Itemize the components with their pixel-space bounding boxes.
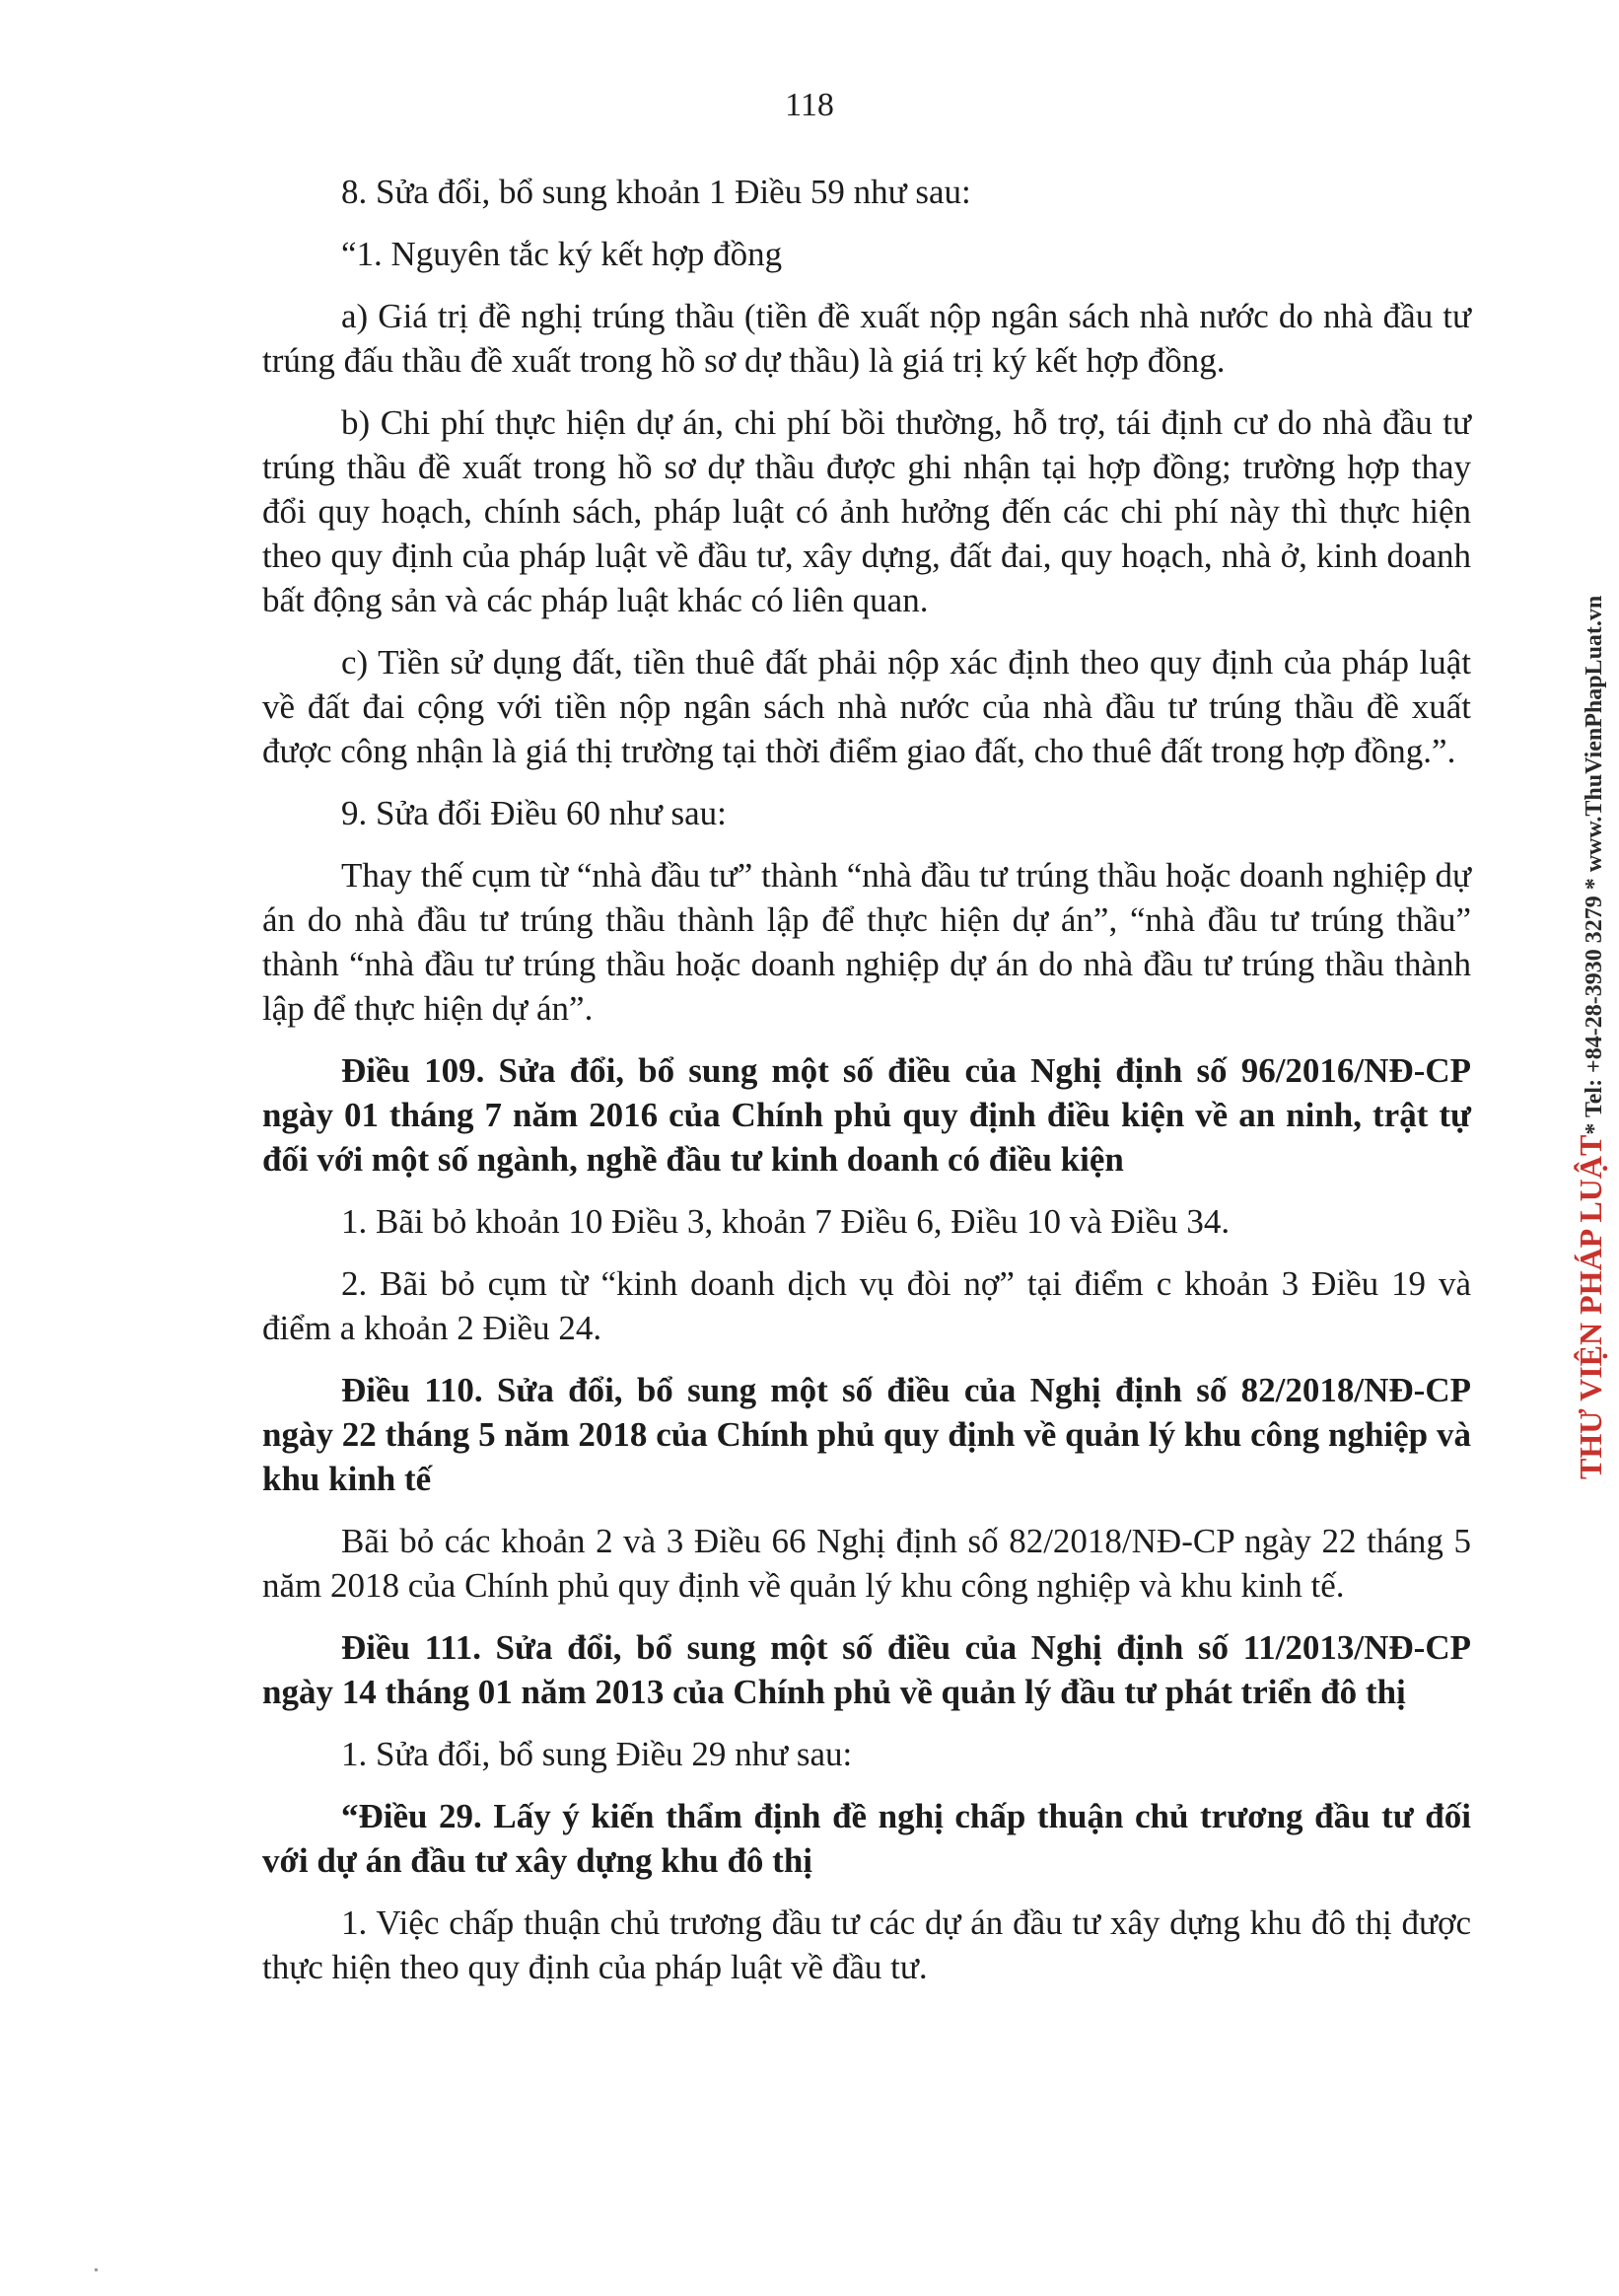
paragraph: 2. Bãi bỏ cụm từ “kinh doanh dịch vụ đòi nợ” tại điểm c khoản 3 Điều 19 và điểm a khoản 2 Điều 24. <box>262 1264 1471 1347</box>
paragraph: “1. Nguyên tắc ký kết hợp đồng <box>341 235 783 273</box>
article-heading: Điều 111. Sửa đổi, bổ sung một số điều của Nghị định số 11/2013/NĐ-CP ngày 14 tháng 01 năm 2013 của Chính phủ về quản lý đầu tư phát triển đô thị <box>262 1628 1471 1711</box>
paragraph: 1. Sửa đổi, bổ sung Điều 29 như sau: <box>341 1735 853 1773</box>
page-number: 118 <box>785 87 834 123</box>
watermark-contact: * Tel: +84-28-3930 3279 * www.ThuVienPhapLuat.vn <box>1582 595 1607 1135</box>
paragraph: 1. Việc chấp thuận chủ trương đầu tư các dự án đầu tư xây dựng khu đô thị được thực hiện theo quy định của pháp luật về đầu tư. <box>262 1903 1471 1986</box>
paragraph: c) Tiền sử dụng đất, tiền thuê đất phải nộp xác định theo quy định của pháp luật về đất đai cộng với tiền nộp ngân sách nhà nước của nhà đầu tư trúng thầu đề xuất được công nhận là giá thị trường tại thời điểm giao đất, cho thuê đất trong hợp đồng.”. <box>262 643 1471 770</box>
paragraph: 8. Sửa đổi, bổ sung khoản 1 Điều 59 như sau: <box>341 173 971 211</box>
paragraph: 1. Bãi bỏ khoản 10 Điều 3, khoản 7 Điều 6, Điều 10 và Điều 34. <box>341 1202 1231 1241</box>
watermark-text <box>1573 596 1612 1479</box>
article-heading: Điều 110. Sửa đổi, bổ sung một số điều của Nghị định số 82/2018/NĐ-CP ngày 22 tháng 5 năm 2018 của Chính phủ quy định về quản lý khu công nghiệp và khu kinh tế <box>262 1371 1471 1498</box>
paragraph: 9. Sửa đổi Điều 60 như sau: <box>341 794 727 832</box>
paragraph: Bãi bỏ các khoản 2 và 3 Điều 66 Nghị định số 82/2018/NĐ-CP ngày 22 tháng 5 năm 2018 của Chính phủ quy định về quản lý khu công nghiệp và khu kinh tế. <box>262 1522 1471 1605</box>
article-heading: Điều 109. Sửa đổi, bổ sung một số điều của Nghị định số 96/2016/NĐ-CP ngày 01 tháng 7 năm 2016 của Chính phủ quy định điều kiện về an ninh, trật tự đối với một số ngành, nghề đầu tư kinh doanh có điều kiện <box>262 1051 1471 1179</box>
paragraph: b) Chi phí thực hiện dự án, chi phí bồi thường, hỗ trợ, tái định cư do nhà đầu tư trúng thầu đề xuất trong hồ sơ dự thầu được ghi nhận tại hợp đồng; trường hợp thay đổi quy hoạch, chính sách, pháp luật có ảnh hưởng đến các chi phí này thì thực hiện theo quy định của pháp luật về đầu tư, xây dựng, đất đai, quy hoạch, nhà ở, kinh doanh bất động sản và các pháp luật khác có liên quan. <box>262 403 1471 619</box>
watermark-brand: THƯ VIỆN PHÁP LUẬT <box>1573 1134 1608 1479</box>
watermark <box>1543 513 1608 1479</box>
article-heading: “Điều 29. Lấy ý kiến thẩm định đề nghị chấp thuận chủ trương đầu tư đối với dự án đầu tư xây dựng khu đô thị <box>262 1797 1471 1880</box>
scan-dot <box>95 2268 98 2271</box>
document-body <box>262 170 1471 2007</box>
paragraph: Thay thế cụm từ “nhà đầu tư” thành “nhà đầu tư trúng thầu hoặc doanh nghiệp dự án do nhà đầu tư trúng thầu thành lập để thực hiện dự án”, “nhà đầu tư trúng thầu” thành “nhà đầu tư trúng thầu hoặc doanh nghiệp dự án do nhà đầu tư trúng thầu thành lập để thực hiện dự án”. <box>262 856 1471 1028</box>
paragraph: a) Giá trị đề nghị trúng thầu (tiền đề xuất nộp ngân sách nhà nước do nhà đầu tư trúng đấu thầu đề xuất trong hồ sơ dự thầu) là giá trị ký kết hợp đồng. <box>262 297 1471 380</box>
